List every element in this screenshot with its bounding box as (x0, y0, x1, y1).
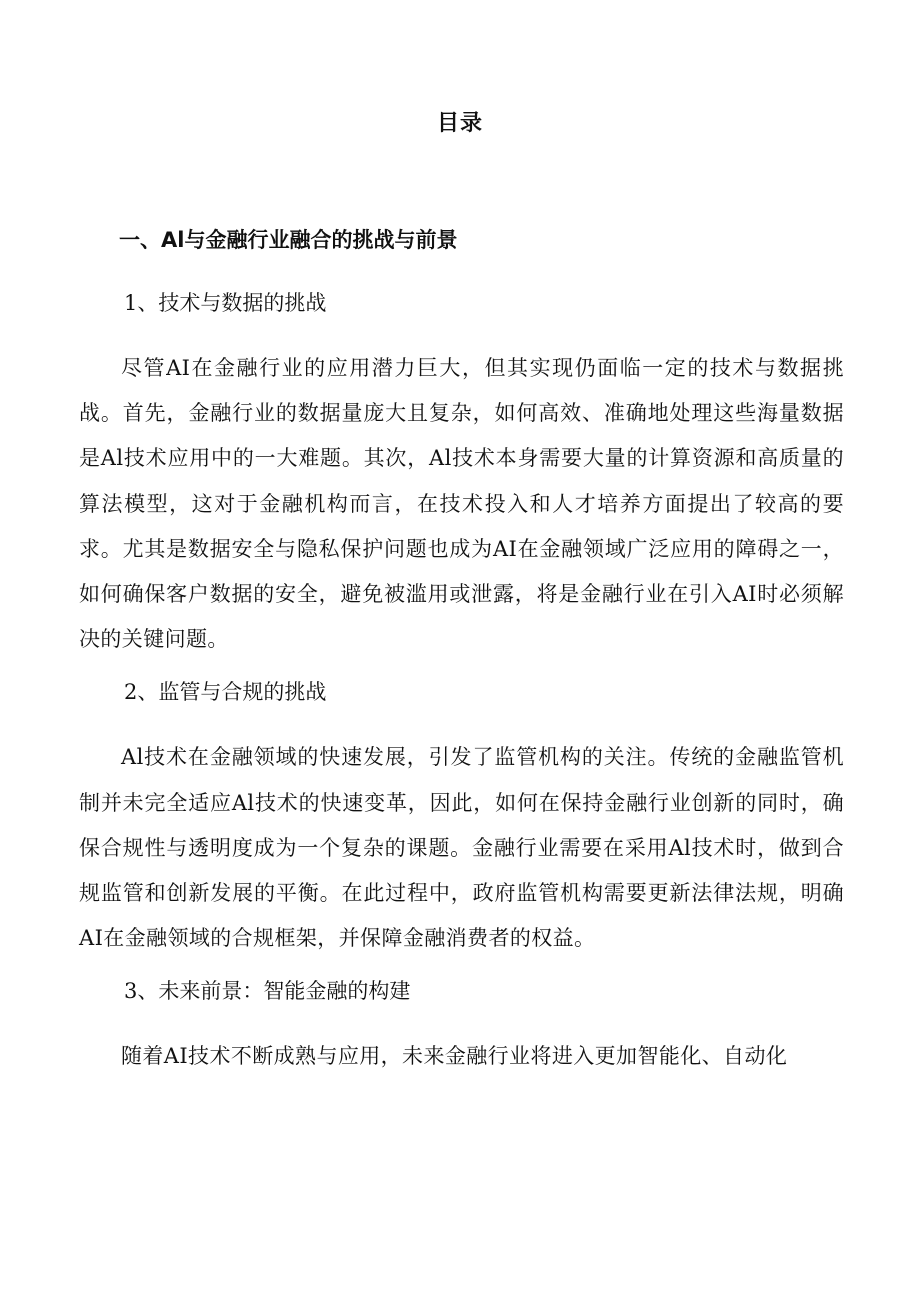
paragraph-1: 尽管AI在金融行业的应用潜力巨大，但其实现仍面临一定的技术与数据挑战。首先，金融行业的数据量庞大且复杂，如何高效、准确地处理这些海量数据是Al技术应用中的一大难题。其次，Al技术本身需要大量的计算资源和高质量的算法模型，这对于金融机构而言，在技术投入和人才培养方面提出了较高的要求。尤其是数据安全与隐私保护问题也成为AI在金融领域广泛应用的障碍之一，如何确保客户数据的安全，避免被滥用或泄露，将是金融行业在引入AI时必须解决的关键问题。 (79, 356, 844, 652)
document-body (79, 220, 844, 1090)
subsection-heading-3: 3、未来前景：智能金融的构建 (124, 979, 411, 1004)
subsection-heading-1: 1、技术与数据的挑战 (124, 291, 327, 315)
subsection-heading-2: 2、监管与合规的挑战 (124, 680, 327, 705)
paragraph-2: Al技术在金融领域的快速发展，引发了监管机构的关注。传统的金融监管机制并未完全适应Al技术的快速变革，因此，如何在保持金融行业创新的同时，确保合规性与透明度成为一个复杂的课题。金融行业需要在采用Al技术时，做到合规监管和创新发展的平衡。在此过程中，政府监管机构需要更新法律法规，明确AI在金融领域的合规框架，并保障金融消费者的权益。 (79, 745, 844, 951)
paragraph-3: 随着AI技术不断成熟与应用，未来金融行业将进入更加智能化、自动化 (121, 1044, 788, 1069)
section-heading-1: 一、Al与金融行业融合的挑战与前景 (119, 228, 458, 252)
toc-title: 目录 (436, 111, 483, 136)
